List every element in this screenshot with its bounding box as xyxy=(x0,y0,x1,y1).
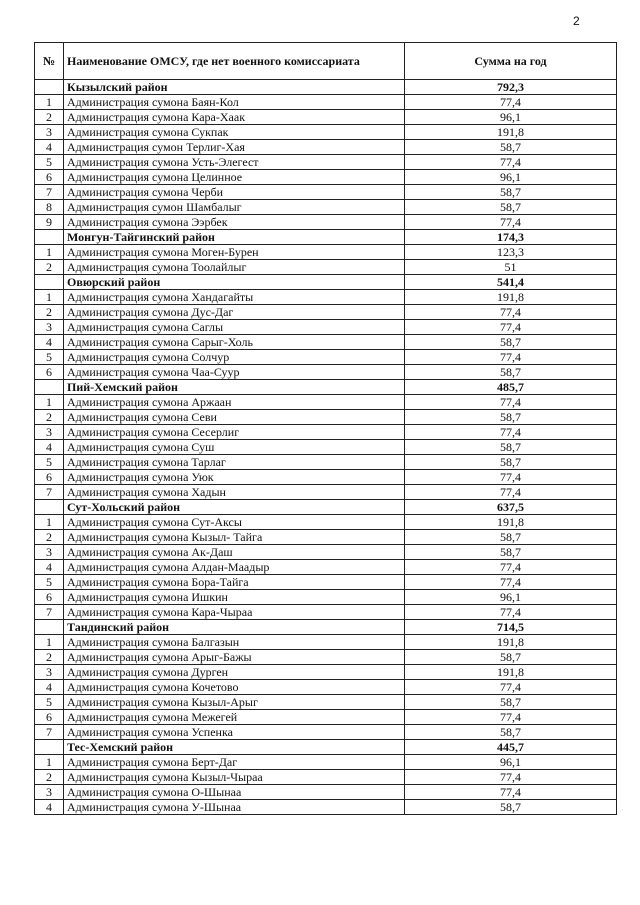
row-number: 2 xyxy=(35,770,64,785)
header-sum: Сумма на год xyxy=(405,43,617,80)
district-total: 792,3 xyxy=(405,80,617,95)
row-number: 2 xyxy=(35,410,64,425)
district-total: 445,7 xyxy=(405,740,617,755)
table-row xyxy=(35,320,617,335)
omsu-name: Администрация сумон Шамбалыг xyxy=(64,200,405,215)
district-name: Овюрский район xyxy=(64,275,405,290)
row-number: 6 xyxy=(35,590,64,605)
row-number: 7 xyxy=(35,185,64,200)
omsu-name: Администрация сумона Севи xyxy=(64,410,405,425)
omsu-name: Администрация сумон Терлиг-Хая xyxy=(64,140,405,155)
district-number-cell xyxy=(35,500,64,515)
annual-sum: 77,4 xyxy=(405,395,617,410)
omsu-name: Администрация сумона Целинное xyxy=(64,170,405,185)
row-number: 6 xyxy=(35,470,64,485)
annual-sum: 58,7 xyxy=(405,650,617,665)
omsu-name: Администрация сумона Кара-Хаак xyxy=(64,110,405,125)
row-number: 7 xyxy=(35,485,64,500)
row-number: 5 xyxy=(35,155,64,170)
district-name: Кызылский район xyxy=(64,80,405,95)
omsu-name: Администрация сумона Кызыл- Тайга xyxy=(64,530,405,545)
district-row xyxy=(35,740,617,755)
page-number: 2 xyxy=(573,14,580,28)
table-row xyxy=(35,695,617,710)
district-total: 541,4 xyxy=(405,275,617,290)
row-number: 4 xyxy=(35,680,64,695)
omsu-name: Администрация сумона Чаа-Суур xyxy=(64,365,405,380)
row-number: 6 xyxy=(35,365,64,380)
annual-sum: 58,7 xyxy=(405,185,617,200)
table-row xyxy=(35,575,617,590)
table-row xyxy=(35,200,617,215)
annual-sum: 77,4 xyxy=(405,305,617,320)
omsu-name: Администрация сумона Берт-Даг xyxy=(64,755,405,770)
omsu-name: Администрация сумона Ак-Даш xyxy=(64,545,405,560)
row-number: 2 xyxy=(35,530,64,545)
row-number: 5 xyxy=(35,350,64,365)
table-row xyxy=(35,725,617,740)
omsu-name: Администрация сумона Балгазын xyxy=(64,635,405,650)
district-name: Пий-Хемский район xyxy=(64,380,405,395)
row-number: 1 xyxy=(35,635,64,650)
row-number: 5 xyxy=(35,455,64,470)
table-row xyxy=(35,455,617,470)
annual-sum: 191,8 xyxy=(405,665,617,680)
annual-sum: 58,7 xyxy=(405,455,617,470)
row-number: 1 xyxy=(35,755,64,770)
omsu-name: Администрация сумона Межегей xyxy=(64,710,405,725)
row-number: 3 xyxy=(35,665,64,680)
annual-sum: 77,4 xyxy=(405,575,617,590)
annual-sum: 96,1 xyxy=(405,170,617,185)
omsu-name: Администрация сумона Кочетово xyxy=(64,680,405,695)
table-row xyxy=(35,395,617,410)
annual-sum: 58,7 xyxy=(405,440,617,455)
table-row xyxy=(35,260,617,275)
district-number-cell xyxy=(35,275,64,290)
row-number: 2 xyxy=(35,260,64,275)
annual-sum: 77,4 xyxy=(405,560,617,575)
row-number: 5 xyxy=(35,695,64,710)
annual-sum: 51 xyxy=(405,260,617,275)
omsu-name: Администрация сумона О-Шынаа xyxy=(64,785,405,800)
row-number: 5 xyxy=(35,575,64,590)
omsu-table xyxy=(34,42,617,815)
table-row xyxy=(35,365,617,380)
table-body xyxy=(35,80,617,815)
table-row xyxy=(35,635,617,650)
annual-sum: 77,4 xyxy=(405,350,617,365)
row-number: 6 xyxy=(35,170,64,185)
row-number: 2 xyxy=(35,110,64,125)
table-row xyxy=(35,470,617,485)
row-number: 3 xyxy=(35,545,64,560)
annual-sum: 58,7 xyxy=(405,200,617,215)
omsu-name: Администрация сумона Кызыл-Арыг xyxy=(64,695,405,710)
annual-sum: 191,8 xyxy=(405,635,617,650)
annual-sum: 77,4 xyxy=(405,785,617,800)
omsu-name: Администрация сумона Усть-Элегест xyxy=(64,155,405,170)
omsu-name: Администрация сумона Черби xyxy=(64,185,405,200)
row-number: 1 xyxy=(35,515,64,530)
table-row xyxy=(35,95,617,110)
header-number: № xyxy=(35,43,64,80)
annual-sum: 191,8 xyxy=(405,290,617,305)
table-row xyxy=(35,185,617,200)
omsu-name: Администрация сумона Кара-Чыраа xyxy=(64,605,405,620)
omsu-name: Администрация сумона Аржаан xyxy=(64,395,405,410)
omsu-name: Администрация сумона Тарлаг xyxy=(64,455,405,470)
table-row xyxy=(35,800,617,815)
district-row xyxy=(35,230,617,245)
omsu-name: Администрация сумона Ээрбек xyxy=(64,215,405,230)
row-number: 4 xyxy=(35,560,64,575)
table-row xyxy=(35,530,617,545)
omsu-name: Администрация сумона Сут-Аксы xyxy=(64,515,405,530)
omsu-name: Администрация сумона Суш xyxy=(64,440,405,455)
table-row xyxy=(35,545,617,560)
row-number: 3 xyxy=(35,785,64,800)
district-total: 637,5 xyxy=(405,500,617,515)
annual-sum: 58,7 xyxy=(405,140,617,155)
row-number: 4 xyxy=(35,440,64,455)
row-number: 8 xyxy=(35,200,64,215)
district-number-cell xyxy=(35,620,64,635)
district-row xyxy=(35,500,617,515)
district-name: Монгун-Тайгинский район xyxy=(64,230,405,245)
table-row xyxy=(35,410,617,425)
table-row xyxy=(35,125,617,140)
annual-sum: 123,3 xyxy=(405,245,617,260)
omsu-name: Администрация сумона Бора-Тайга xyxy=(64,575,405,590)
omsu-name: Администрация сумона Арыг-Бажы xyxy=(64,650,405,665)
omsu-name: Администрация сумона Сарыг-Холь xyxy=(64,335,405,350)
omsu-name: Администрация сумона У-Шынаа xyxy=(64,800,405,815)
district-total: 714,5 xyxy=(405,620,617,635)
annual-sum: 58,7 xyxy=(405,530,617,545)
row-number: 2 xyxy=(35,305,64,320)
table-row xyxy=(35,485,617,500)
omsu-name: Администрация сумона Сесерлиг xyxy=(64,425,405,440)
table-row xyxy=(35,665,617,680)
row-number: 1 xyxy=(35,290,64,305)
header-name: Наименование ОМСУ, где нет военного комиссариата xyxy=(64,43,405,80)
district-row xyxy=(35,275,617,290)
district-total: 174,3 xyxy=(405,230,617,245)
table-row xyxy=(35,605,617,620)
annual-sum: 77,4 xyxy=(405,680,617,695)
row-number: 7 xyxy=(35,725,64,740)
row-number: 3 xyxy=(35,320,64,335)
row-number: 2 xyxy=(35,650,64,665)
annual-sum: 77,4 xyxy=(405,425,617,440)
table-row xyxy=(35,590,617,605)
table-row xyxy=(35,425,617,440)
annual-sum: 77,4 xyxy=(405,770,617,785)
omsu-name: Администрация сумона Успенка xyxy=(64,725,405,740)
annual-sum: 77,4 xyxy=(405,95,617,110)
omsu-name: Администрация сумона Кызыл-Чыраа xyxy=(64,770,405,785)
table-row xyxy=(35,515,617,530)
table-row xyxy=(35,650,617,665)
district-row xyxy=(35,380,617,395)
row-number: 1 xyxy=(35,95,64,110)
omsu-name: Администрация сумона Алдан-Маадыр xyxy=(64,560,405,575)
table-row xyxy=(35,245,617,260)
table-row xyxy=(35,785,617,800)
table-row xyxy=(35,215,617,230)
table-row xyxy=(35,170,617,185)
district-name: Тандинский район xyxy=(64,620,405,635)
omsu-name: Администрация сумона Моген-Бурен xyxy=(64,245,405,260)
annual-sum: 96,1 xyxy=(405,590,617,605)
row-number: 1 xyxy=(35,245,64,260)
omsu-name: Администрация сумона Уюк xyxy=(64,470,405,485)
row-number: 4 xyxy=(35,140,64,155)
row-number: 6 xyxy=(35,710,64,725)
annual-sum: 191,8 xyxy=(405,515,617,530)
annual-sum: 77,4 xyxy=(405,470,617,485)
row-number: 9 xyxy=(35,215,64,230)
table-row xyxy=(35,710,617,725)
table-row xyxy=(35,290,617,305)
annual-sum: 58,7 xyxy=(405,725,617,740)
omsu-name: Администрация сумона Саглы xyxy=(64,320,405,335)
row-number: 3 xyxy=(35,425,64,440)
table-row xyxy=(35,110,617,125)
annual-sum: 58,7 xyxy=(405,545,617,560)
omsu-name: Администрация сумона Баян-Кол xyxy=(64,95,405,110)
omsu-name: Администрация сумона Ишкин xyxy=(64,590,405,605)
district-row xyxy=(35,620,617,635)
district-number-cell xyxy=(35,230,64,245)
annual-sum: 58,7 xyxy=(405,800,617,815)
table-row xyxy=(35,680,617,695)
omsu-name: Администрация сумона Дус-Даг xyxy=(64,305,405,320)
annual-sum: 96,1 xyxy=(405,110,617,125)
table-row xyxy=(35,155,617,170)
district-number-cell xyxy=(35,80,64,95)
row-number: 1 xyxy=(35,395,64,410)
row-number: 3 xyxy=(35,125,64,140)
row-number: 7 xyxy=(35,605,64,620)
table-row xyxy=(35,140,617,155)
header-row xyxy=(35,43,617,80)
row-number: 4 xyxy=(35,335,64,350)
annual-sum: 58,7 xyxy=(405,335,617,350)
table-row xyxy=(35,560,617,575)
table-row xyxy=(35,335,617,350)
row-number: 4 xyxy=(35,800,64,815)
omsu-name: Администрация сумона Тоолайлыг xyxy=(64,260,405,275)
table-row xyxy=(35,305,617,320)
table-row xyxy=(35,755,617,770)
annual-sum: 77,4 xyxy=(405,320,617,335)
annual-sum: 77,4 xyxy=(405,710,617,725)
table-row xyxy=(35,440,617,455)
annual-sum: 58,7 xyxy=(405,365,617,380)
district-row xyxy=(35,80,617,95)
annual-sum: 96,1 xyxy=(405,755,617,770)
annual-sum: 58,7 xyxy=(405,410,617,425)
district-name: Сут-Хольский район xyxy=(64,500,405,515)
annual-sum: 77,4 xyxy=(405,485,617,500)
annual-sum: 77,4 xyxy=(405,215,617,230)
omsu-name: Администрация сумона Хандагайты xyxy=(64,290,405,305)
annual-sum: 77,4 xyxy=(405,605,617,620)
district-total: 485,7 xyxy=(405,380,617,395)
district-number-cell xyxy=(35,740,64,755)
annual-sum: 58,7 xyxy=(405,695,617,710)
district-number-cell xyxy=(35,380,64,395)
annual-sum: 191,8 xyxy=(405,125,617,140)
omsu-name: Администрация сумона Сукпак xyxy=(64,125,405,140)
district-name: Тес-Хемский район xyxy=(64,740,405,755)
table-row xyxy=(35,350,617,365)
annual-sum: 77,4 xyxy=(405,155,617,170)
table-row xyxy=(35,770,617,785)
omsu-name: Администрация сумона Хадын xyxy=(64,485,405,500)
omsu-name: Администрация сумона Солчур xyxy=(64,350,405,365)
omsu-name: Администрация сумона Дурген xyxy=(64,665,405,680)
